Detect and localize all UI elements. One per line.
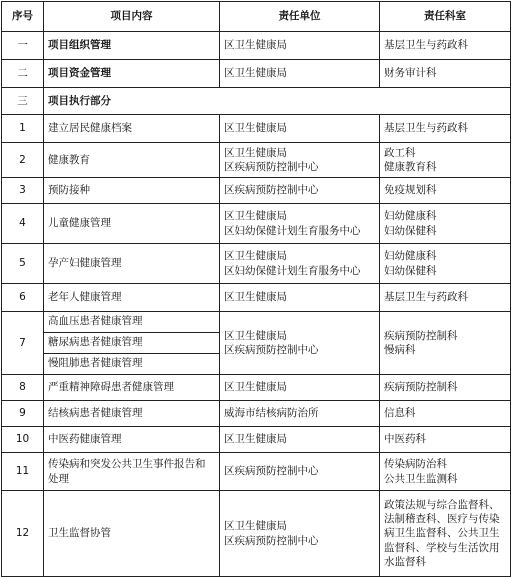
row-no: 9 (2, 401, 44, 427)
row-item: 项目组织管理 (44, 32, 220, 60)
row-dept: 政工科 健康教育科 (380, 143, 511, 178)
row-no: 3 (2, 178, 44, 204)
table-row (2, 401, 511, 427)
row-dept: 妇幼健康科 妇幼保健科 (380, 244, 511, 284)
row-unit: 区疾病预防控制中心 (220, 178, 380, 204)
row-unit: 区卫生健康局 区疾病预防控制中心 (220, 491, 380, 577)
row-dept: 政策法规与综合监督科、法制稽查科、医疗与传染病卫生监督科、公共卫生监督科、学校与生活饮用水监督科 (380, 491, 511, 577)
table-row (2, 453, 511, 491)
row-no: 5 (2, 244, 44, 284)
table-row (2, 32, 511, 60)
row-unit: 威海市结核病防治所 (220, 401, 380, 427)
table-row (2, 244, 511, 284)
row-item: 建立居民健康档案 (44, 115, 220, 143)
row-dept: 免疫规划科 (380, 178, 511, 204)
row-no: 11 (2, 453, 44, 491)
header-unit: 责任单位 (220, 2, 380, 32)
row-item: 健康教育 (44, 143, 220, 178)
sub-item: 糖尿病患者健康管理 (44, 333, 219, 354)
table-row (2, 375, 511, 401)
row-dept: 中医药科 (380, 427, 511, 453)
row-no: 10 (2, 427, 44, 453)
row-item: 儿童健康管理 (44, 204, 220, 244)
row-item: 老年人健康管理 (44, 284, 220, 312)
row-no: 6 (2, 284, 44, 312)
row-item: 传染病和突发公共卫生事件报告和处理 (44, 453, 220, 491)
row-dept: 基层卫生与药政科 (380, 32, 511, 60)
row-no: 二 (2, 60, 44, 88)
table-row (2, 60, 511, 88)
row-no: 8 (2, 375, 44, 401)
row-unit: 区卫生健康局 区疾病预防控制中心 (220, 143, 380, 178)
row-unit: 区卫生健康局 区妇幼保健计划生育服务中心 (220, 244, 380, 284)
table-row (2, 427, 511, 453)
row-unit: 区卫生健康局 区妇幼保健计划生育服务中心 (220, 204, 380, 244)
row-unit: 区卫生健康局 (220, 427, 380, 453)
row-dept: 疾病预防控制科 (380, 375, 511, 401)
table-row (2, 312, 511, 375)
row-item: 预防接种 (44, 178, 220, 204)
header-item: 项目内容 (44, 2, 220, 32)
sub-item: 慢阻肺患者健康管理 (48, 357, 143, 369)
row-item: 中医药健康管理 (44, 427, 220, 453)
row-unit: 区卫生健康局 (220, 284, 380, 312)
row-no: 4 (2, 204, 44, 244)
row-unit: 区疾病预防控制中心 (220, 453, 380, 491)
header-row (2, 2, 511, 32)
row-no: 一 (2, 32, 44, 60)
row-unit: 区卫生健康局 (220, 32, 380, 60)
row-item: 卫生监督协管 (44, 491, 220, 577)
row-no: 三 (2, 88, 44, 115)
header-dept: 责任科室 (380, 2, 511, 32)
row-unit: 区卫生健康局 (220, 115, 380, 143)
row-unit: 区卫生健康局 (220, 375, 380, 401)
row-item: 孕产妇健康管理 (44, 244, 220, 284)
header-no: 序号 (2, 2, 44, 32)
row-dept: 基层卫生与药政科 (380, 284, 511, 312)
responsibility-table (1, 1, 511, 577)
row-no: 12 (2, 491, 44, 577)
table-row (2, 204, 511, 244)
row-dept: 财务审计科 (380, 60, 511, 88)
table-row (2, 284, 511, 312)
table-row (2, 178, 511, 204)
row-item: 结核病患者健康管理 (44, 401, 220, 427)
row-unit: 区卫生健康局 区疾病预防控制中心 (220, 312, 380, 375)
row-item: 严重精神障碍患者健康管理 (44, 375, 220, 401)
row-dept: 信息科 (380, 401, 511, 427)
row-item-group (44, 312, 220, 375)
row-dept: 传染病防治科 公共卫生监测科 (380, 453, 511, 491)
table-row (2, 143, 511, 178)
section-title: 项目执行部分 (44, 88, 511, 115)
sub-item: 高血压患者健康管理 (44, 312, 219, 333)
row-no: 7 (2, 312, 44, 375)
row-item: 项目资金管理 (44, 60, 220, 88)
row-dept: 妇幼健康科 妇幼保健科 (380, 204, 511, 244)
table-row (2, 88, 511, 115)
row-dept: 疾病预防控制科 慢病科 (380, 312, 511, 375)
row-unit: 区卫生健康局 (220, 60, 380, 88)
row-no: 2 (2, 143, 44, 178)
table-row (2, 115, 511, 143)
table-row (2, 491, 511, 577)
row-no: 1 (2, 115, 44, 143)
row-dept: 基层卫生与药政科 (380, 115, 511, 143)
